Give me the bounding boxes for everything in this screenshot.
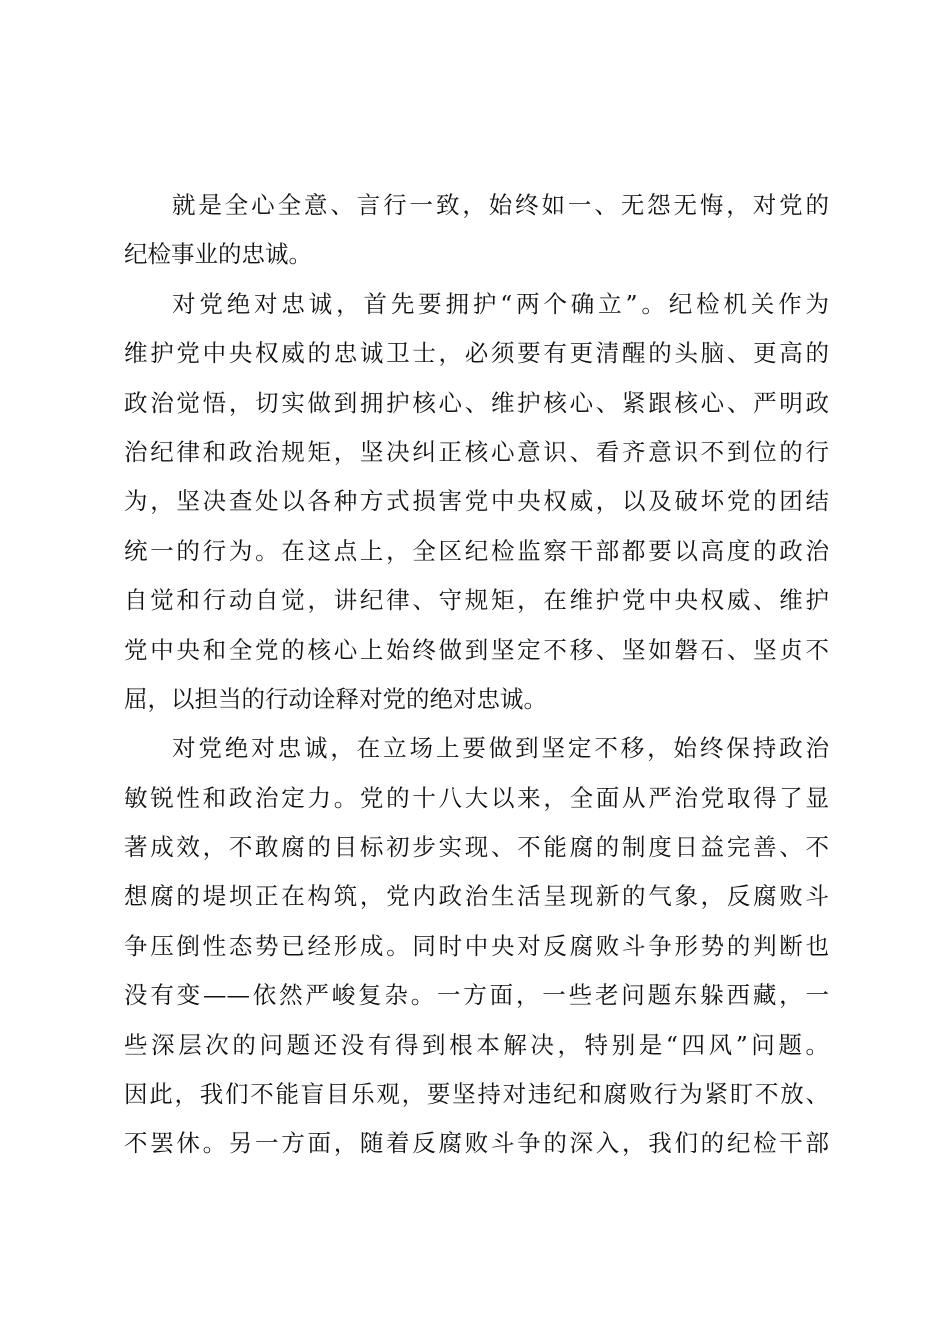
text-line: 为，坚决查处以各种方式损害党中央权威，以及破坏党的团结 xyxy=(124,487,829,516)
body-text xyxy=(124,181,829,1169)
text-line: 政治觉悟，切实做到拥护核心、维护核心、紧跟核心、严明政 xyxy=(124,388,829,417)
text-line: 维护党中央权威的忠诚卫士，必须要有更清醒的头脑、更高的 xyxy=(124,339,829,368)
text-line: 不罢休。另一方面，随着反腐败斗争的深入，我们的纪检干部 xyxy=(124,1129,829,1158)
text-line: 统一的行为。在这点上，全区纪检监察干部都要以高度的政治 xyxy=(124,536,829,565)
text-line: 敏锐性和政治定力。党的十八大以来，全面从严治党取得了显 xyxy=(124,783,829,812)
text-line: 没有变——依然严峻复杂。一方面，一些老问题东躲西藏，一 xyxy=(124,981,829,1010)
text-line: 屈，以担当的行动诠释对党的绝对忠诚。 xyxy=(124,684,547,713)
text-line: 对党绝对忠诚，首先要拥护“两个确立”。纪检机关作为 xyxy=(172,289,829,318)
text-line: 对党绝对忠诚，在立场上要做到坚定不移，始终保持政治 xyxy=(172,734,829,763)
text-line: 治纪律和政治规矩，坚决纠正核心意识、看齐意识不到位的行 xyxy=(124,437,829,466)
text-line: 争压倒性态势已经形成。同时中央对反腐败斗争形势的判断也 xyxy=(124,931,829,960)
text-line: 自觉和行动自觉，讲纪律、守规矩，在维护党中央权威、维护 xyxy=(124,586,829,615)
text-line: 党中央和全党的核心上始终做到坚定不移、坚如磐石、坚贞不 xyxy=(124,635,829,664)
text-line: 因此，我们不能盲目乐观，要坚持对违纪和腐败行为紧盯不放、 xyxy=(124,1080,829,1109)
text-line: 就是全心全意、言行一致，始终如一、无怨无悔，对党的 xyxy=(172,191,829,219)
text-line: 纪检事业的忠诚。 xyxy=(124,240,312,269)
text-line: 想腐的堤坝正在构筑，党内政治生活呈现新的气象，反腐败斗 xyxy=(124,882,829,911)
text-line: 著成效，不敢腐的目标初步实现、不能腐的制度日益完善、不 xyxy=(124,833,829,862)
text-line: 些深层次的问题还没有得到根本解决，特别是“四风”问题。 xyxy=(124,1030,829,1059)
